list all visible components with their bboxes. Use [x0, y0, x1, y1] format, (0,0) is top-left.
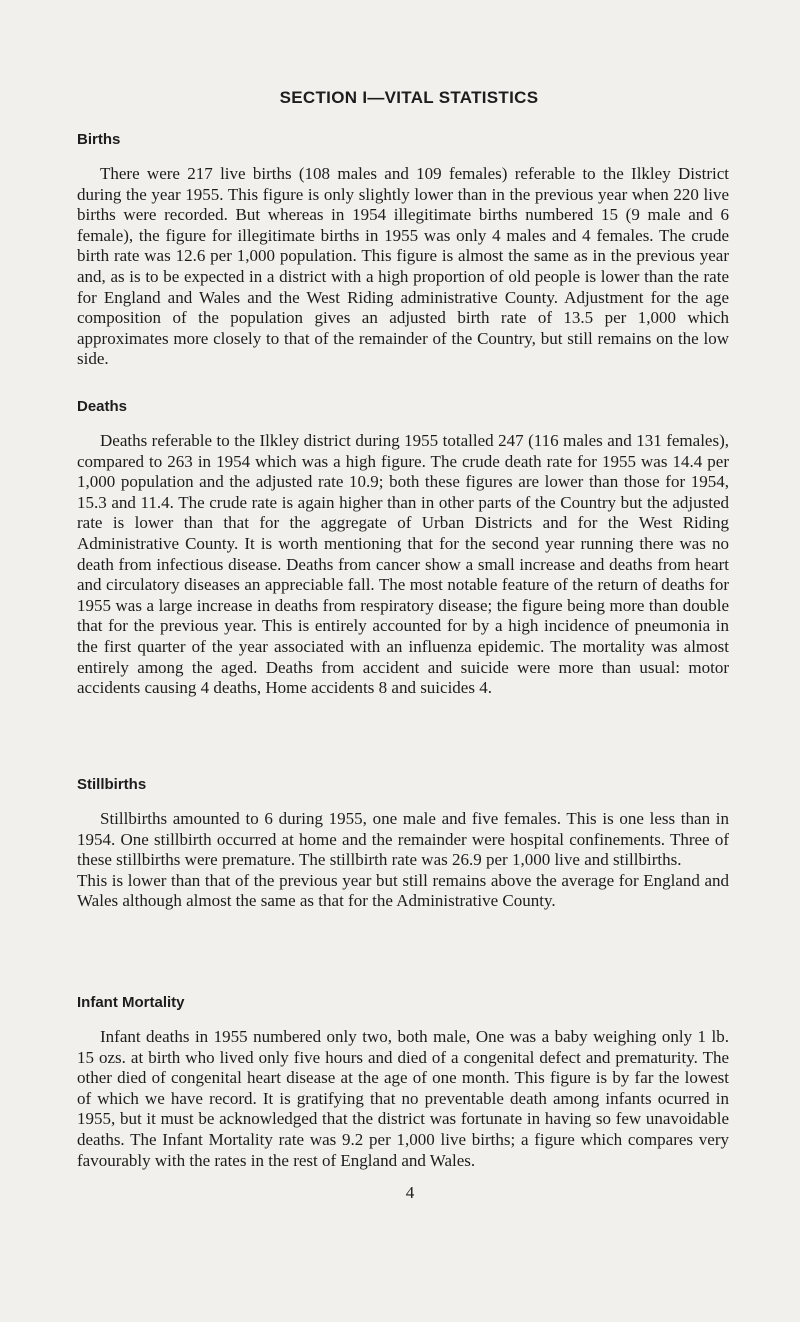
stillbirths-paragraph-2: This is lower than that of the previous year but still remains above the average for England and Wales although almost the same as that for the Administrative County. [77, 870, 729, 911]
births-paragraph: There were 217 live births (108 males and 109 females) referable to the Ilkley District during the year 1955. This figure is only slightly lower than in the previous year when 220 live births were recorded. But whereas in 1954 illegitimate births numbered 15 (9 male and 6 female), the figure for illegitimate births in 1955 was only 4 males and 4 females. The crude birth rate was 12.6 per 1,000 population. This figure is almost the same as in the previous year and, as is to be expected in a district with a high proportion of old people is lower than the rate for England and Wales and the West Riding administrative County. Adjustment for the age composition of the population gives an adjusted birth rate of 13.5 per 1,000 which approximates more closely to that of the remainder of the Country, but still remains on the low side. [77, 164, 729, 369]
section-stillbirths [77, 776, 729, 912]
section-births [77, 131, 729, 370]
infant-mortality-heading: Infant Mortality [77, 994, 185, 1011]
section-infant-mortality [77, 994, 729, 1171]
stillbirths-heading: Stillbirths [77, 776, 147, 793]
deaths-paragraph: Deaths referable to the Ilkley district during 1955 totalled 247 (116 males and 131 females), compared to 263 in 1954 which was a high figure. The crude death rate for 1955 was 14.4 per 1,000 population and the adjusted rate 10.9; both these figures are lower than those for 1954, 15.3 and 11.4. The crude rate is again higher than in other parts of the Country but the adjusted rate is lower than that for the aggregate of Urban Districts and for the West Riding Administrative County. It is worth mentioning that for the second year running there was no death from infectious disease. Deaths from cancer show a small increase and deaths from heart and circulatory diseases an appreciable fall. The most notable feature of the return of deaths for 1955 was a large increase in deaths from respiratory disease; the figure being more than double that for the previous year. This is entirely accounted for by a high incidence of pneumonia in the first quarter of the year associated with an influenza epidemic. The mortality was almost entirely among the aged. Deaths from accident and suicide were more than usual: motor accidents causing 4 deaths, Home accidents 8 and suicides 4. [77, 431, 729, 698]
page-number: 4 [405, 1183, 415, 1202]
stillbirths-paragraph-1: Stillbirths amounted to 6 during 1955, one male and five females. This is one less than in 1954. One stillbirth occurred at home and the remainder were hospital confinements. Three of these stillbirths were premature. The stillbirth rate was 26.9 per 1,000 live and stillbirths. [77, 809, 729, 870]
section-deaths [77, 398, 729, 699]
deaths-heading: Deaths [77, 398, 128, 415]
births-heading: Births [77, 131, 121, 148]
section-title: SECTION I—VITAL STATISTICS [279, 88, 539, 107]
infant-mortality-paragraph: Infant deaths in 1955 numbered only two, both male, One was a baby weighing only 1 lb. 15 ozs. at birth who lived only five hours and died of a congenital defect and prematurity. The other died of congenital heart disease at the age of one month. This figure is by far the lowest of which we have record. It is gratifying that no preventable death among infants ocurred in 1955, but it must be acknowledged that the district was fortunate in having so few unavoidable deaths. The Infant Mortality rate was 9.2 per 1,000 live births; a figure which compares very favourably with the rates in the rest of England and Wales. [77, 1027, 729, 1170]
